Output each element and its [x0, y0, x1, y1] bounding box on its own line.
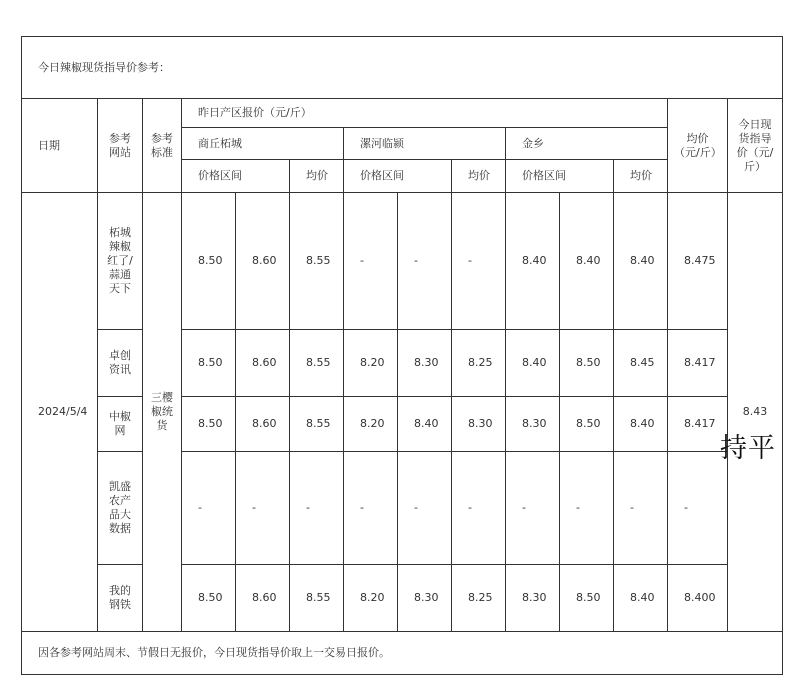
site-cell: 我的钢铁 [98, 565, 143, 632]
price-cell: 8.30 [398, 565, 452, 632]
region-header: 金乡 [506, 128, 668, 160]
table-row [22, 452, 783, 565]
col-header-avg: 均价（元/斤） [668, 99, 728, 193]
price-cell: 8.55 [290, 565, 344, 632]
price-cell: - [398, 452, 452, 565]
price-cell: - [344, 193, 398, 330]
price-cell: 8.20 [344, 397, 398, 452]
avg-price-cell: 8.417 [668, 397, 728, 452]
footer-note: 因各参考网站周末、节假日无报价，今日现货指导价取上一交易日报价。 [22, 632, 783, 675]
price-cell: 8.60 [236, 397, 290, 452]
price-cell: 8.50 [560, 330, 614, 397]
price-cell: - [236, 452, 290, 565]
price-cell: - [290, 452, 344, 565]
col-header-yesterday: 昨日产区报价（元/斤） [182, 99, 668, 128]
sub-header-avg: 均价 [290, 160, 344, 193]
footer-row [22, 632, 783, 675]
price-cell: 8.50 [182, 330, 236, 397]
site-cell: 凯盛农产品大数据 [98, 452, 143, 565]
sub-header-range: 价格区间 [182, 160, 290, 193]
price-cell: 8.20 [344, 565, 398, 632]
price-cell: 8.25 [452, 330, 506, 397]
price-cell: 8.30 [398, 330, 452, 397]
price-cell: - [614, 452, 668, 565]
price-cell: - [506, 452, 560, 565]
price-cell: 8.50 [182, 565, 236, 632]
price-cell: 8.45 [614, 330, 668, 397]
price-cell: 8.40 [614, 193, 668, 330]
price-cell: 8.40 [614, 397, 668, 452]
site-cell: 卓创资讯 [98, 330, 143, 397]
price-guide-table [21, 36, 783, 675]
price-cell: - [560, 452, 614, 565]
price-cell: 8.55 [290, 330, 344, 397]
col-header-site: 参考网站 [98, 99, 143, 193]
standard-cell: 三樱椒统货 [143, 193, 182, 632]
price-cell: 8.50 [182, 397, 236, 452]
table-header-note: 今日辣椒现货指导价参考： [22, 37, 783, 99]
price-cell: 8.50 [560, 565, 614, 632]
price-cell: 8.40 [398, 397, 452, 452]
price-cell: 8.55 [290, 193, 344, 330]
price-cell: 8.40 [506, 330, 560, 397]
table-row [22, 193, 783, 330]
price-cell: - [452, 452, 506, 565]
sub-header-avg: 均价 [614, 160, 668, 193]
col-header-date: 日期 [22, 99, 98, 193]
price-cell: - [344, 452, 398, 565]
cropped-top-text [330, 0, 470, 4]
price-cell: 8.50 [560, 397, 614, 452]
avg-price-cell: 8.400 [668, 565, 728, 632]
price-cell: 8.60 [236, 330, 290, 397]
col-header-today: 今日现货指导价（元/斤） [728, 99, 783, 193]
table-row [22, 565, 783, 632]
price-cell: 8.55 [290, 397, 344, 452]
table-row [22, 397, 783, 452]
today-price-cell: 8.43 [728, 193, 783, 632]
site-cell: 中椒网 [98, 397, 143, 452]
sub-header-range: 价格区间 [506, 160, 614, 193]
price-cell: - [452, 193, 506, 330]
price-cell: 8.30 [506, 565, 560, 632]
sub-header-avg: 均价 [452, 160, 506, 193]
price-cell: 8.60 [236, 565, 290, 632]
price-cell: 8.20 [344, 330, 398, 397]
avg-price-cell: 8.417 [668, 330, 728, 397]
table-row [22, 330, 783, 397]
sub-header-range: 价格区间 [344, 160, 452, 193]
price-cell: - [182, 452, 236, 565]
avg-price-cell: - [668, 452, 728, 565]
col-header-standard: 参考标准 [143, 99, 182, 193]
price-cell: 8.25 [452, 565, 506, 632]
region-header: 商丘柘城 [182, 128, 344, 160]
price-cell: 8.50 [182, 193, 236, 330]
price-cell: 8.30 [506, 397, 560, 452]
price-cell: 8.40 [506, 193, 560, 330]
handwritten-note: 持平 [720, 433, 776, 464]
site-cell: 柘城辣椒红了/蒜通天下 [98, 193, 143, 330]
price-cell: - [398, 193, 452, 330]
date-cell: 2024/5/4 [22, 193, 98, 632]
region-header: 漯河临颍 [344, 128, 506, 160]
avg-price-cell: 8.475 [668, 193, 728, 330]
price-cell: 8.40 [614, 565, 668, 632]
price-cell: 8.60 [236, 193, 290, 330]
price-cell: 8.40 [560, 193, 614, 330]
price-cell: 8.30 [452, 397, 506, 452]
